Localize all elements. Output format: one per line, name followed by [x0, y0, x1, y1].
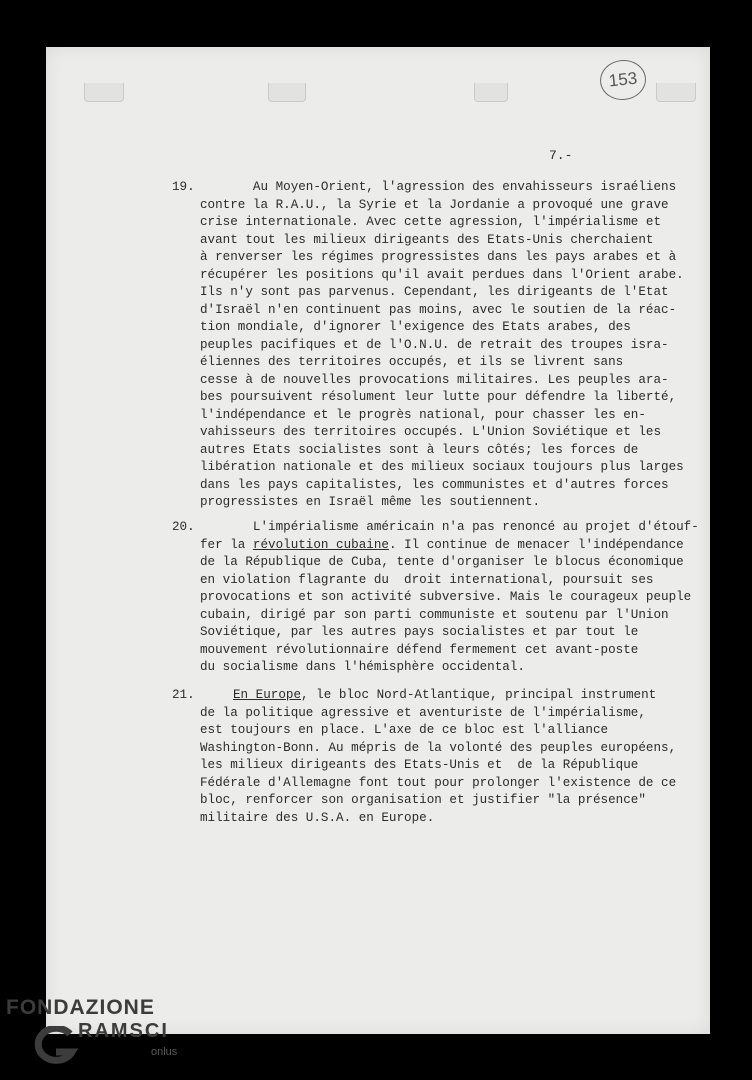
binder-tab	[84, 83, 124, 102]
paragraph-number: 20.	[172, 520, 195, 534]
paragraph-number: 21.	[172, 688, 195, 702]
logo-g-mark-icon	[30, 1026, 78, 1066]
text-line: En Europe, le bloc Nord-Atlantique, principal instrument	[233, 688, 657, 702]
text-line: cesse à de nouvelles provocations militaires. Les peuples ara-	[200, 372, 669, 387]
underlined-phrase: révolution cubaine	[252, 537, 389, 552]
text-line: progressistes en Israël même les soutiennent.	[200, 495, 541, 509]
text-line: avant tout les milieux dirigeants des Etats-Unis cherchaient	[200, 232, 654, 247]
page-number: 7.-	[549, 148, 573, 163]
text-line: autres Etats socialistes sont à leurs côtés; les forces de	[200, 442, 639, 457]
binder-tab	[656, 83, 696, 102]
text-line: éliennes des territoires occupés, et ils se livrent sans	[200, 355, 624, 369]
binder-tab	[474, 83, 508, 102]
logo-bottom-text: RAMSCI	[78, 1020, 169, 1042]
logo-top-text: FONDAZIONE	[6, 996, 155, 1019]
text-line: bes poursuivent résolument leur lutte pour défendre la liberté,	[200, 390, 677, 404]
text-line: L'impérialisme américain n'a pas renoncé au projet d'étouf-	[200, 520, 699, 534]
text-line: Washington-Bonn. Au mépris de la volonté des peuples européens,	[200, 740, 677, 755]
text-line: en violation flagrante du droit international, poursuit ses	[200, 572, 654, 587]
archive-stamp: 153	[598, 58, 648, 103]
text-line: de la République de Cuba, tente d'organiser le blocus économique	[200, 555, 684, 569]
text-line: peuples pacifiques et de l'O.N.U. de retrait des troupes isra-	[200, 337, 669, 352]
fondazione-gramsci-logo	[6, 996, 206, 1076]
text-line: d'Israël n'en continuent pas moins, avec le soutien de la réac-	[200, 302, 677, 317]
text-line: Au Moyen-Orient, l'agression des envahisseurs israéliens	[200, 180, 677, 194]
text-line: provocations et son activité subversive. Mais le courageux peuple	[200, 590, 692, 604]
text-line: de la politique agressive et aventuriste de l'impérialisme,	[200, 705, 646, 720]
logo-onlus-text: onlus	[151, 1046, 178, 1058]
text-line: tion mondiale, d'ignorer l'exigence des Etats arabes, des	[200, 320, 631, 334]
text-line: militaire des U.S.A. en Europe.	[200, 810, 435, 825]
text-line: Soviétique, par les autres pays socialistes et par tout le	[200, 625, 639, 639]
text-line: libération nationale et des milieux sociaux toujours plus larges	[200, 460, 684, 474]
underlined-phrase: En Europe	[233, 688, 302, 702]
text-line: les milieux dirigeants des Etats-Unis et de la République	[200, 758, 639, 772]
text-line: bloc, renforcer son organisation et justifier "la présence"	[200, 793, 646, 807]
text-line: contre la R.A.U., la Syrie et la Jordanie a provoqué une grave	[200, 197, 669, 212]
paragraph-number: 19.	[172, 180, 195, 194]
text-line: l'indépendance et le progrès national, pour chasser les en-	[200, 407, 646, 422]
text-line: mouvement révolutionnaire défend fermement cet avant-poste	[200, 642, 639, 657]
text-line: fer la révolution cubaine. Il continue de menacer l'indépendance	[200, 537, 684, 552]
text-line: Fédérale d'Allemagne font tout pour prolonger l'existence de ce	[200, 775, 677, 790]
text-line: vahisseurs des territoires occupés. L'Union Soviétique et les	[200, 425, 662, 439]
binder-tab	[268, 83, 306, 102]
text-line: récupérer les positions qu'il avait perdues dans l'Orient arabe.	[200, 267, 684, 282]
text-line: à renverser les régimes progressistes dans les pays arabes et à	[200, 250, 677, 264]
text-line: crise internationale. Avec cette agression, l'impérialisme et	[200, 215, 662, 229]
text-line: Ils n'y sont pas parvenus. Cependant, les dirigeants de l'Etat	[200, 285, 669, 299]
text-line: cubain, dirigé par son parti communiste et soutenu par l'Union	[200, 607, 669, 622]
text-line: du socialisme dans l'hémisphère occidental.	[200, 660, 525, 674]
text-line: est toujours en place. L'axe de ce bloc est l'alliance	[200, 723, 609, 737]
text-line: dans les pays capitalistes, les communistes et d'autres forces	[200, 477, 669, 492]
